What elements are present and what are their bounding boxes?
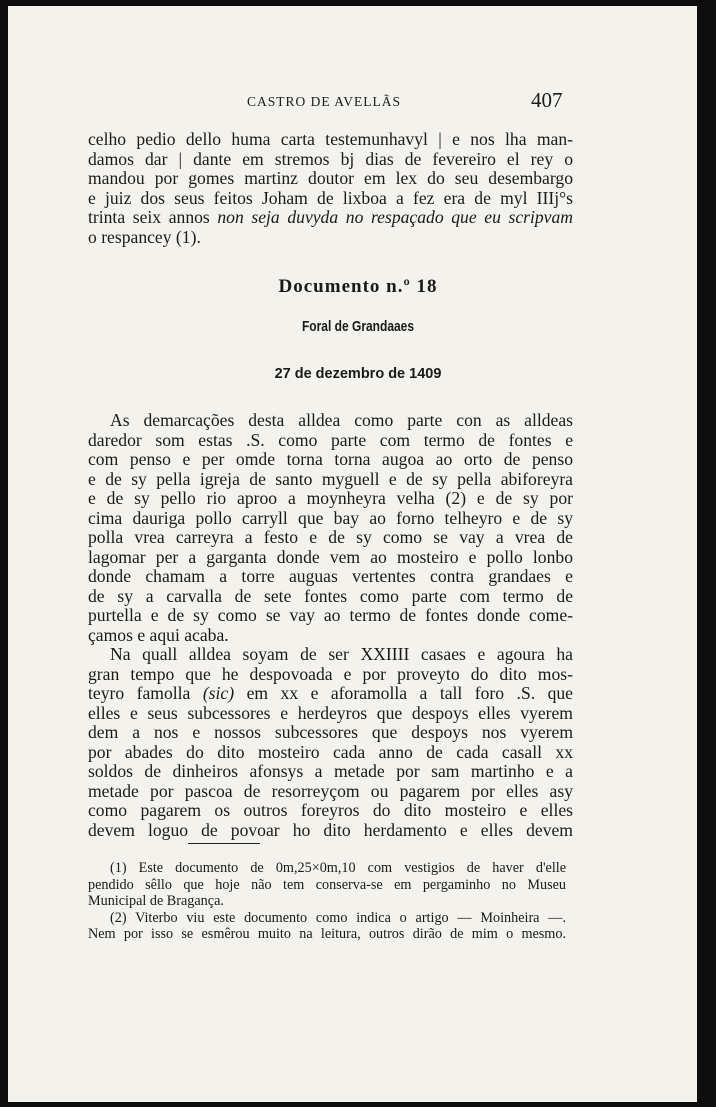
page-header <box>0 88 716 118</box>
text-line: polla vrea carreyra a festo e de sy como se vay a vrea de <box>88 527 573 547</box>
text-line: de sy a carvalla de sete fontes como parte com termo de <box>88 585 573 606</box>
text-line: elles e seus subcessores e herdeyros que despoys elles vyerem <box>88 702 573 723</box>
text-line: por abades do dito mosteiro cada anno de cada casall xx <box>88 741 573 762</box>
footnote-line: pendido sêllo que hoje não tem conserva-se em pergaminho no Museu <box>88 876 566 893</box>
document-date: 27 de dezembro de 1409 <box>274 366 442 382</box>
text-run: em xx e aforamolla a tall foro .S. que <box>234 683 573 703</box>
sic-mark: (sic) <box>202 683 235 703</box>
text-line: e de sy pello rio aproo a moynheyra velha (2) e de sy por <box>88 488 573 508</box>
text-line: metade por pascoa de resorreyçom ou pagarem por elles asy <box>88 780 573 801</box>
text-line: damos dar | dante em stremos bj dias de fevereiro el rey o <box>88 148 573 169</box>
text-line: como pagarem os outros foreyros do dito mosteiro e elles <box>88 800 573 820</box>
text-line: cima dauriga pollo carryll que bay ao forno telheyro e de sy <box>88 507 573 528</box>
footnotes <box>88 860 566 943</box>
paragraph-boundaries <box>88 411 573 645</box>
footnote-line: (2) Viterbo viu este documento como indica o artigo — Moinheira —. <box>110 909 566 926</box>
text-line: As demarcações desta alldea como parte con as alldeas <box>110 410 573 430</box>
text-line: daredor som estas .S. como parte com termo de fontes e <box>88 429 573 450</box>
text-line: e juiz dos seus feitos Joham de lixboa a fez era de myl IIIj°s <box>88 187 573 208</box>
text-line: gran tempo que he despovoada e por proveyto do dito mos- <box>88 663 573 684</box>
text-line: celho pedio dello huma carta testemunhavyl | e nos lha man- <box>88 129 573 149</box>
footnote-line: Municipal de Bragança. <box>88 893 224 909</box>
text-line <box>88 684 573 704</box>
text-line: com penso e per omde torna torna augoa ao orto de penso <box>88 449 573 469</box>
italic-run: non seja duvyda no respaçado que eu scripvam <box>217 207 573 227</box>
text-line: purtella e de sy como se vay ao termo de fontes donde come- <box>88 605 573 625</box>
text-line: devem loguo de povoar ho dito herdamento e elles devem <box>88 819 573 840</box>
text-line: soldos de dinheiros afonsys a metade por sam martinho e a <box>88 761 573 781</box>
text-line: mandou por gomes martinz doutor em lex do seu desembargo <box>88 168 573 188</box>
footnote-line: Nem por isso se esmêrou muito na leitura, outros dirão de mim o mesmo. <box>88 926 566 942</box>
text-run: trinta seix annos <box>88 207 218 227</box>
text-line: e de sy pella igreja de santo myguell e de sy pella abiforeyra <box>88 468 573 489</box>
page-number: 407 <box>531 88 563 112</box>
text-line: çamos e aqui acaba. <box>88 624 229 645</box>
text-line: lagomar per a garganta donde vem ao mosteiro e pollo lonbo <box>88 546 573 567</box>
document-subtitle: Foral de Grandaaes <box>301 318 415 335</box>
scan-border <box>697 0 716 1107</box>
text-line: donde chamam a torre auguas vertentes contra grandaes e <box>88 566 573 586</box>
text-line: Na quall alldea soyam de ser XXIIII casaes e agoura ha <box>110 644 573 664</box>
footnote-line: (1) Este documento de 0m,25×0m,10 com vestigios de haver d'elle <box>110 860 566 876</box>
footnote-rule <box>188 843 260 844</box>
text-line: dem a nos e nossos subcessores que despoys nos vyerem <box>88 722 573 742</box>
text-run: teyro famolla <box>88 683 203 703</box>
text-line: o respancey (1). <box>88 226 201 247</box>
document-title: Documento n.º 18 <box>278 276 438 297</box>
paragraph-foro <box>88 645 573 840</box>
running-head: CASTRO DE AVELLÃS <box>247 94 402 109</box>
text-line <box>88 208 573 228</box>
continuation-paragraph <box>88 130 573 247</box>
